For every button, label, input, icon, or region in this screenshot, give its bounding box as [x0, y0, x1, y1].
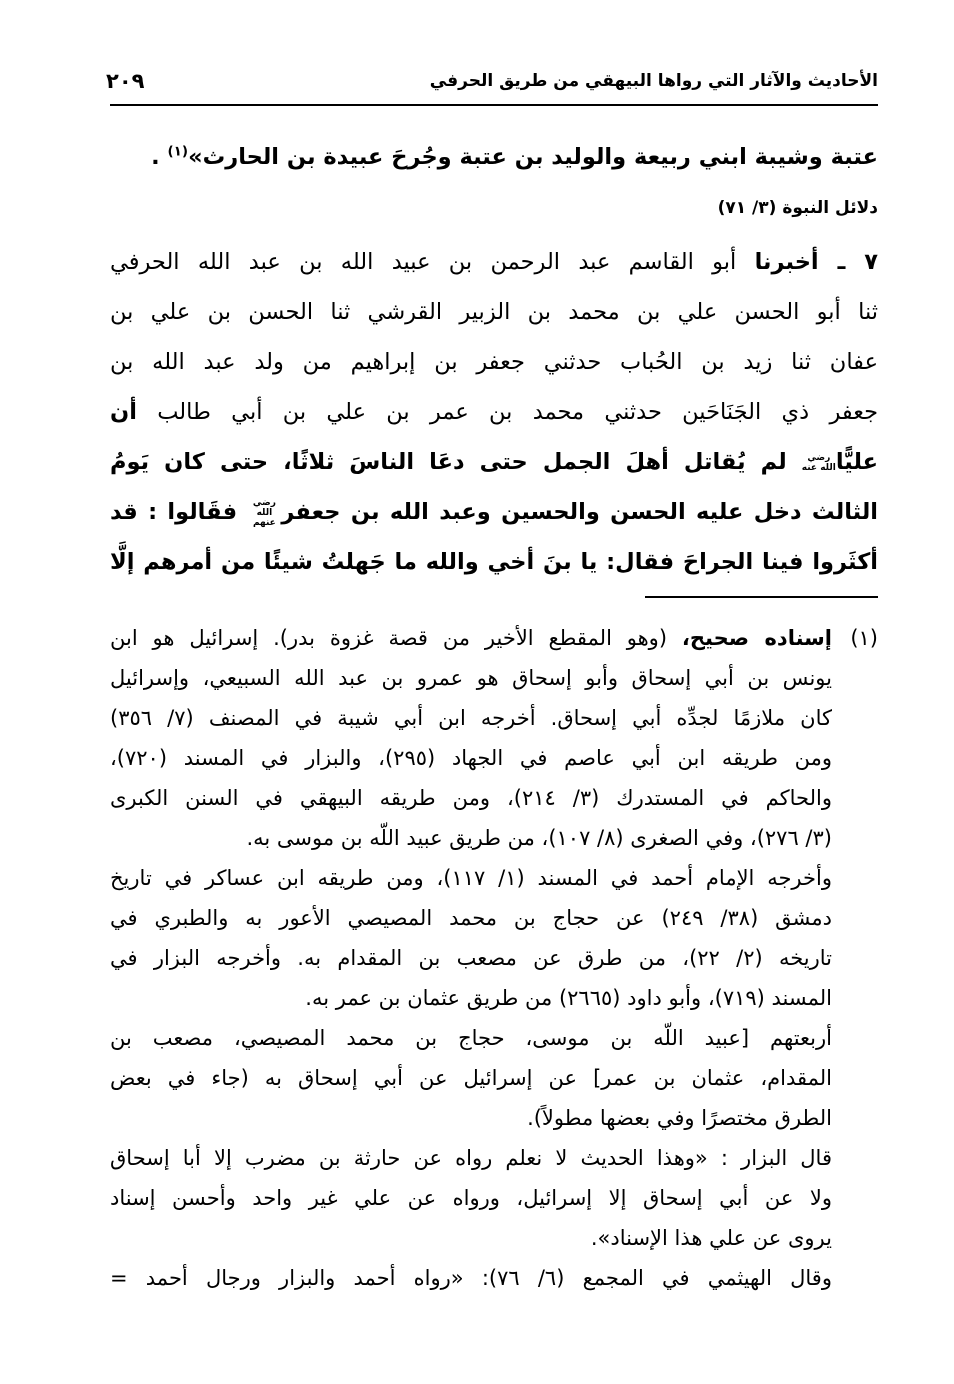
- page-number: ٢٠٩: [106, 69, 145, 93]
- hadith-line: [110, 387, 878, 437]
- footnote-line: (٣/ ٢٧٦)، وفي الصغرى (٨/ ١٠٧)، من طريق عبيد اللّه بن موسى به.: [246, 826, 832, 850]
- footnote-line: المقدام، عثمان بن عمر] عن إسرائيل عن أبي إسحاق به (جاء في بعض: [110, 1066, 832, 1090]
- main-text-line: [110, 132, 878, 182]
- hadith-text: الثالث دخل عليه الحسن والحسين وعبد الله بن جعفر: [281, 499, 878, 525]
- hadith-line: [110, 337, 878, 387]
- footnote-line: ولا عن أبي إسحاق إلا إسرائيل، ورواه عن علي غير واحد وأحسن إسناد: [110, 1186, 832, 1210]
- main-text-period: .: [151, 144, 160, 170]
- footnote-line: يونس بن أبي إسحاق وأبو إسحاق هو عمرو بن عبد الله السبيعي، وإسرائيل: [110, 666, 832, 690]
- hadith-matn-start: أن: [110, 399, 137, 425]
- hadith-text: ثنا أبو الحسن علي بن محمد بن الزبير القرشي ثنا الحسن بن علي بن: [110, 299, 878, 325]
- main-text-intro: [110, 132, 878, 182]
- hadith-text: أكثَروا فينا الجراحَ فقال: يا بنَ أخي والله ما جَهلتُ شيئًا من أمرهم إلَّا: [110, 549, 878, 575]
- hadith-text: لم يُقاتل أهلَ الجمل حتى دعَا الناسَ ثلاثًا، حتى كان يَومُ: [110, 449, 787, 475]
- footnote-separator: [645, 596, 878, 598]
- footnotes: [110, 618, 832, 1298]
- footnote-line: دمشق (٣٨/ ٢٤٩) عن حجاج بن محمد المصيصي الأعور به والطبري في: [110, 906, 833, 930]
- hadith-text: أبو القاسم عبد الرحمن بن عبيد الله بن عبد الله الحرفي: [110, 249, 737, 275]
- footnote-line: وأخرجه الإمام أحمد في المسند (١/ ١١٧)، ومن طريقه ابن عساكر في تاريخ: [110, 866, 832, 890]
- honorific-ligature: رضي الله عنهم: [252, 497, 276, 528]
- hadith-text: جعفر ذي الجَنَاحَين حدثني محمد بن عمر بن علي بن أبي طالب: [157, 399, 878, 425]
- footnote-line: الطرق مختصرًا وفي بعضها مطولاً).: [527, 1106, 832, 1130]
- footnote-line: كان ملازمًا لجدِّه أبي إسحاق. أخرجه ابن أبي شيبة في المصنف (٧/ ٣٥٦): [110, 706, 832, 730]
- footnote-reference: (١): [167, 143, 189, 160]
- footnote-verdict: إسناده صحيح،: [681, 626, 833, 650]
- hadith-text: فقَالوا : قد: [110, 499, 238, 525]
- hadith-text: عليًّا: [835, 449, 878, 475]
- running-header-title: الأحاديث والآثار التي رواها البيهقي من طريق الحرفي: [429, 71, 878, 91]
- hadith-line: [110, 487, 878, 537]
- footnote-line: قال البزار : «وهذا الحديث لا نعلم رواه عن حارثة بن مضرب إلا أبا إسحاق: [110, 1146, 832, 1170]
- hadith-number: ٧ ـ أخبرنا: [754, 249, 878, 275]
- hadith-line: [110, 287, 878, 337]
- footnote-line: [110, 618, 832, 658]
- source-citation: دلائل النبوة (٣/ ٧١): [717, 198, 878, 218]
- hadith-line: [110, 237, 878, 287]
- footnote-marker: (١): [850, 626, 878, 650]
- footnote-line: وقال الهيثمي في المجمع (٦/ ٧٦): «رواه أحمد والبزار ورجال أحمد =: [110, 1266, 832, 1290]
- honorific-ligature: رضي الله عنه: [801, 452, 836, 473]
- footnote-line: المسند (٧١٩)، وأبو داود (٢٦٦٥) من طريق عثمان بن عمر به.: [305, 986, 832, 1010]
- footnote-line: يروى عن علي هذا الإسناد».: [590, 1226, 832, 1250]
- footnote-line: ومن طريقه ابن أبي عاصم في الجهاد (٢٩٥)، والبزار في المسند (٧٢٠)،: [110, 746, 833, 770]
- footnote-line: أربعتهم [عبيد اللّه بن موسى، حجاج بن محمد المصيصي، مصعب بن: [110, 1026, 832, 1050]
- hadith-paragraph: [110, 237, 878, 587]
- hadith-line: [110, 537, 878, 587]
- hadith-line: [110, 437, 878, 487]
- header-rule: [110, 104, 878, 106]
- footnote-text: (وهو المقطع الأخير من قصة غزوة بدر). إسرائيل هو ابن: [110, 626, 668, 650]
- footnote-line: والحاكم في المستدرك (٣/ ٢١٤)، ومن طريقه البيهقي في السنن الكبرى: [110, 786, 832, 810]
- footnote-line: تاريخه (٢/ ٢٢)، من طرق عن مصعب بن المقدام به. وأخرجه البزار في: [110, 946, 832, 970]
- hadith-text: عفان ثنا زيد بن الحُباب حدثني جعفر بن إبراهيم من ولد عبد الله بن: [110, 349, 878, 375]
- main-text-segment: عتبة وشيبة ابني ربيعة والوليد بن عتبة وجُرحَ عبيدة بن الحارث»: [188, 144, 878, 170]
